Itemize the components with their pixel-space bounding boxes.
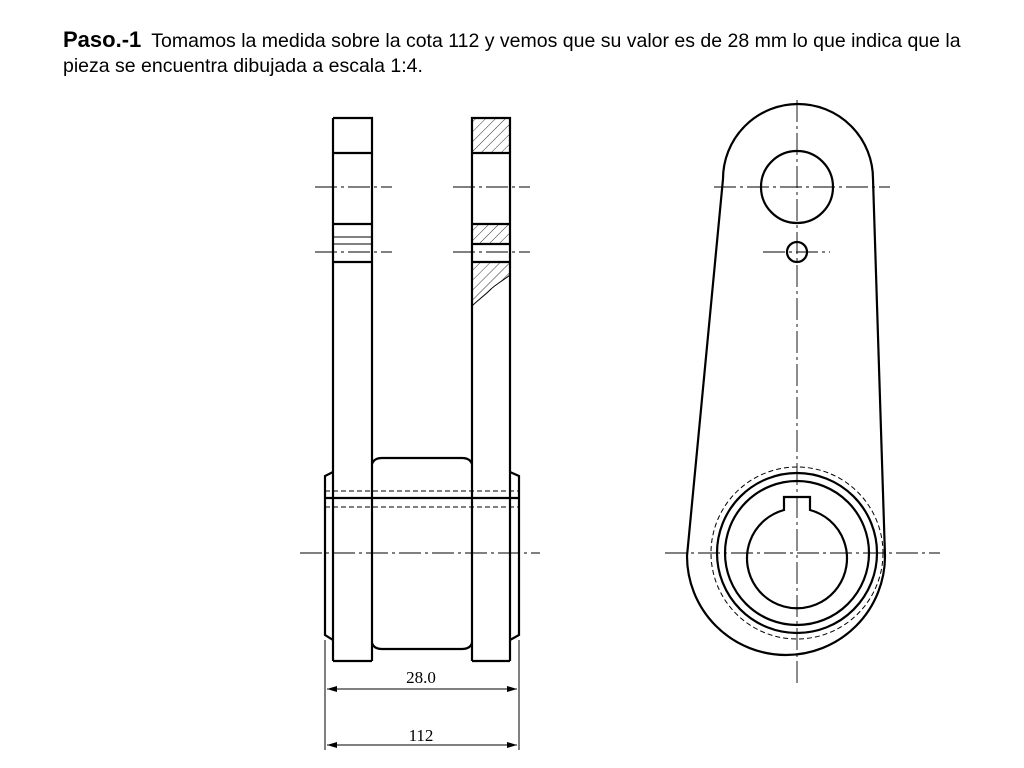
- dimensions: [325, 640, 519, 750]
- dimension-label-28: 28.0: [406, 668, 436, 687]
- front-view: [300, 118, 540, 661]
- step-label: Paso.-1: [63, 27, 142, 52]
- section-hatch-break: [472, 262, 510, 306]
- hub-bottom-fillet: [372, 643, 472, 649]
- section-hatch-top: [472, 118, 510, 153]
- hub-top-fillet: [372, 458, 472, 464]
- side-view: [665, 100, 940, 686]
- left-arm-outline: [333, 118, 372, 464]
- step-text: Tomamos la medida sobre la cota 112 y vemos que su valor es de 28 mm lo que indica que la pieza se encuentra dibujada a escala 1:4.: [63, 30, 961, 77]
- dimension-label-112: 112: [408, 726, 434, 745]
- section-hatch-middle: [472, 224, 510, 244]
